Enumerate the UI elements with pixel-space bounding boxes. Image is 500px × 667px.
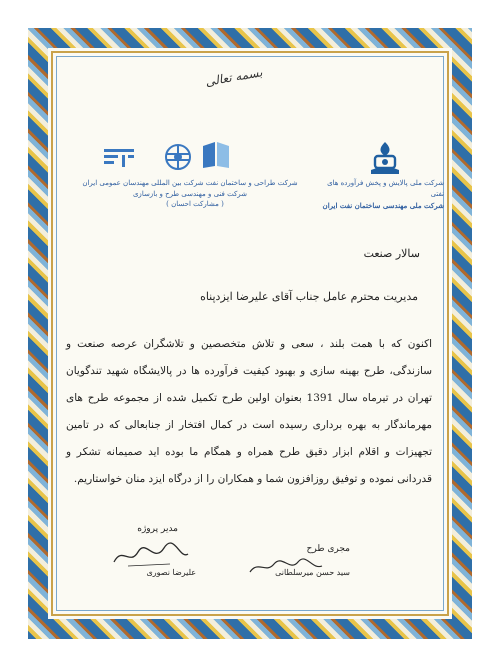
org-right-line1: شرکت ملی پالایش و پخش فرآورده های نفتی xyxy=(327,179,444,198)
company-logo-icon xyxy=(102,146,136,170)
signer-left-title: مدیر پروژه xyxy=(137,524,178,534)
book-logo-icon xyxy=(199,140,233,170)
nioc-logo-icon xyxy=(365,140,405,176)
bismillah-calligraphy: بسمه تعالی xyxy=(204,65,264,90)
signer-right-name: سید حسن میرسلطانی xyxy=(275,568,350,577)
participation-label: ( مشارکت احسان ) xyxy=(166,200,224,208)
signer-right-title: مجری طرح xyxy=(306,544,350,554)
signature-left-icon xyxy=(108,540,192,570)
org-right-line2: شرکت ملی مهندسی ساختمان نفت ایران xyxy=(322,201,444,210)
organization-names-left: شرکت طراحی و ساختمان نفت شرکت بین المللی مهندسان عمومی ایران شرکت فنی و مهندسی طرح و بازسازی xyxy=(82,179,298,198)
signer-left-name: علیرضا نصوری xyxy=(146,568,196,577)
certificate-body: اکنون که با همت بلند ، سعی و تلاش متخصصین و تلاشگران عرصه صنعت و سازندگی، طرح بهینه سازی و بهبود کیفیت فرآورده ها در پالایشگاه شهید تندگویان تهران در تیرماه سال 1391 بعنوان اولین طرح تکمیل شده از مجموعه طرح های مهرماندگار به بهره برداری رسیده است در کمال افتخار از جنابعالی که در تامین تجهیزات و اقلام ابزار دقیق طرح همراه و همگام ما بوده اید صمیمانه تشکر و قدردانی نموده و توفیق روزافزون شما و همکاران را از درگاه ایزد منان خواستاریم. xyxy=(66,338,432,485)
organization-names-right xyxy=(322,178,444,211)
event-title: سالار صنعت xyxy=(363,247,420,260)
salutation: مدیریت محترم عامل جناب آقای علیرضا ایزدپناه xyxy=(200,290,418,303)
globe-logo-icon xyxy=(163,142,193,172)
